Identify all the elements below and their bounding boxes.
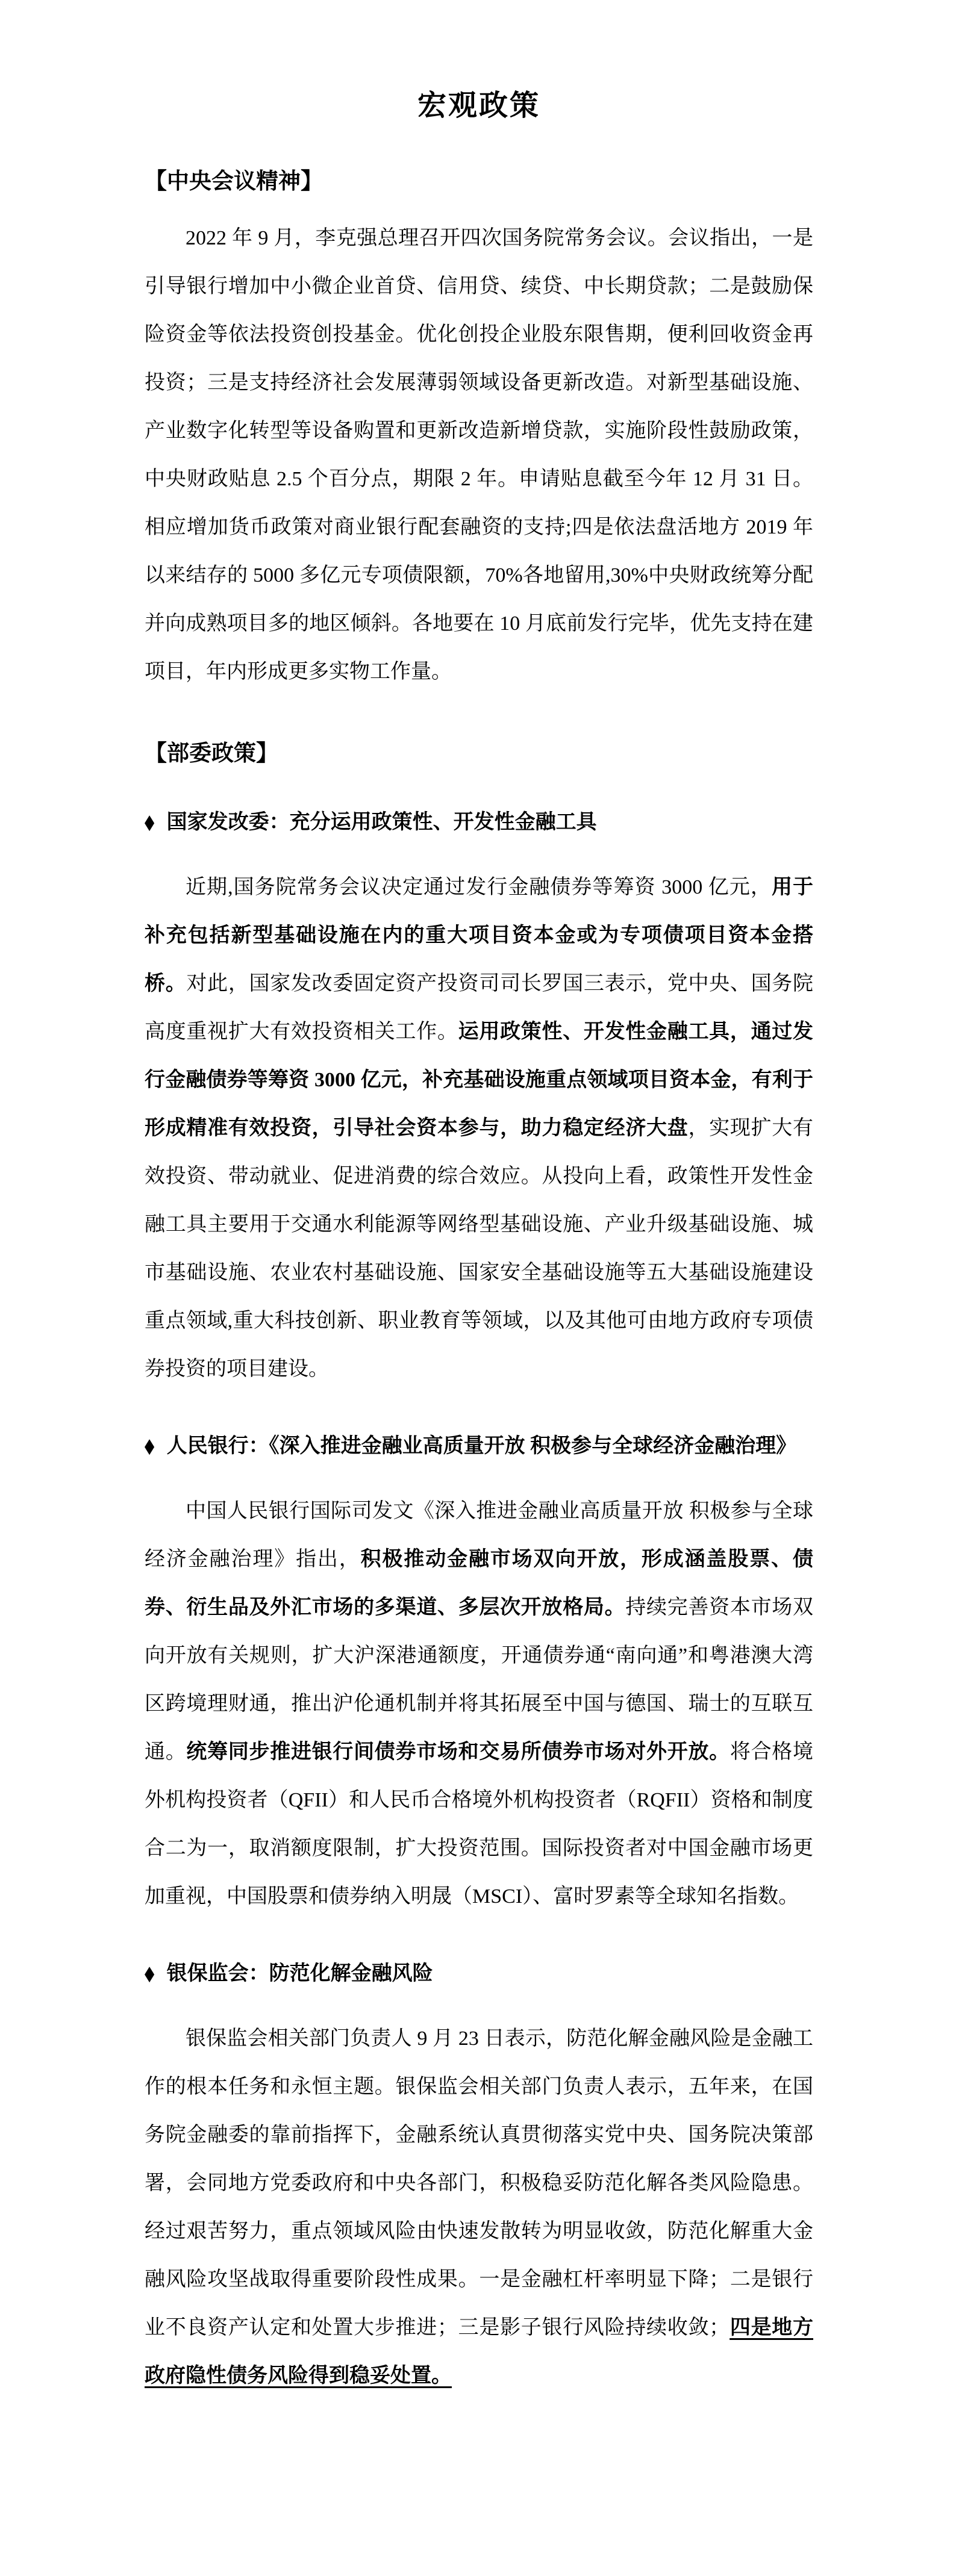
paragraph: [145, 2015, 813, 2400]
text-run: 对此，国家发改委固定资产投资司司长罗国三表示，党中央、国务院高度重视扩大有效投资相关工作。: [145, 972, 814, 1043]
diamond-bullet-icon: ◆: [145, 1435, 155, 1457]
section-header: 【部委政策】: [145, 741, 278, 766]
text-run: 将合格境外机构投资者（QFII）和人民币合格境外机构投资者（RQFII）资格和制度合二为一，取消额度限制，扩大投资范围。国际投资者对中国金融市场更加重视，中国股票和债券纳入明晟（MSCI）、富时罗素等全球知名指数。: [145, 1741, 814, 1908]
text-run: 中国人民银行国际司发文《深入推进金融业高质量开放 积极参与全球经济金融治理》指出，: [145, 1500, 813, 1570]
text-run: 2022 年 9 月，李克强总理召开四次国务院常务会议。会议指出，一是引导银行增加中小微企业首贷、信用贷、续贷、中长期贷款；二是鼓励保险资金等依法投资创投基金。优化创投企业股东限售期，便利回收资金再投资；三是支持经济社会发展薄弱领域设备更新改造。对新型基础设施、产业数字化转型等设备购置和更新改造新增贷款，实施阶段性鼓励政策，中央财政贴息 2.5 个百分点，期限 2 年。申请贴息截至今年 12 月 31 日。相应增加货币政策对商业银行配套融资的支持;四是依法盘活地方 2019 年以来结存的 5000 多亿元专项债限额，70%各地留用,30%中央财政统筹分配并向成熟项目多的地区倾斜。各地要在 10 月底前发行完毕，优先支持在建项目，年内形成更多实物工作量。: [145, 227, 813, 683]
section-header: 【中央会议精神】: [145, 169, 323, 194]
document-body: [145, 166, 813, 2400]
page-title: 宏观政策: [417, 90, 540, 122]
paragraph: [145, 863, 813, 1393]
text-run: 用于补充包括新型基础设施在内的重大项目资本金或为专项债项目资本金搭桥。: [145, 876, 814, 995]
bullet-header: [145, 798, 813, 847]
paragraph: [145, 1487, 813, 1921]
paragraph: [145, 214, 813, 696]
text-run: 统筹同步推进银行间债券市场和交易所债券市场对外开放。: [186, 1741, 730, 1763]
bullet-header-text: 银保监会：防范化解金融风险: [161, 1962, 433, 1985]
text-run: ，实现扩大有效投资、带动就业、促进消费的综合效应。从投向上看，政策性开发性金融工具主要用于交通水利能源等网络型基础设施、产业升级基础设施、城市基础设施、农业农村基础设施、国家安全基础设施等五大基础设施建设重点领域,重大科技创新、职业教育等领域，以及其他可由地方政府专项债券投资的项目建设。: [145, 1117, 814, 1380]
diamond-bullet-icon: ◆: [145, 1962, 155, 1985]
text-run: 近期,国务院常务会议决定通过发行金融债券等筹资 3000 亿元，: [186, 876, 772, 898]
text-run: 银保监会相关部门负责人 9 月 23 日表示，防范化解金融风险是金融工作的根本任务和永恒主题。银保监会相关部门负责人表示，五年来，在国务院金融委的靠前指挥下，金融系统认真贯彻落实党中央、国务院决策部署，会同地方党委政府和中央各部门，积极稳妥防范化解各类风险隐患。经过艰苦努力，重点领域风险由快速发散转为明显收敛，防范化解重大金融风险攻坚战取得重要阶段性成果。一是金融杠杆率明显下降；二是银行业不良资产认定和处置大步推进；三是影子银行风险持续收敛；: [145, 2027, 813, 2339]
bullet-header: [145, 1422, 813, 1470]
text-run: 积极推动金融市场双向开放，形成涵盖股票、债券、衍生品及外汇市场的多渠道、多层次开放格局。: [145, 1548, 814, 1619]
text-run: 持续完善资本市场双向开放有关规则，扩大沪深港通额度，开通债券通“南向通”和粤港澳大湾区跨境理财通，推出沪伦通机制并将其拓展至中国与德国、瑞士的互联互通。: [145, 1596, 814, 1763]
text-run: 四是地方政府隐性债务风险得到稳妥处置。: [145, 2316, 814, 2387]
document-page: [0, 88, 956, 2576]
bullet-header-text: 国家发改委：充分运用政策性、开发性金融工具: [161, 811, 597, 833]
bullet-header-text: 人民银行：《深入推进金融业高质量开放 积极参与全球经济金融治理》: [161, 1435, 797, 1457]
bullet-header: [145, 1950, 813, 1998]
diamond-bullet-icon: ◆: [145, 811, 155, 833]
text-run: 运用政策性、开发性金融工具，通过发行金融债券等筹资 3000 亿元，补充基础设施重点领域项目资本金，有利于形成精准有效投资，引导社会资本参与，助力稳定经济大盘: [145, 1021, 814, 1139]
